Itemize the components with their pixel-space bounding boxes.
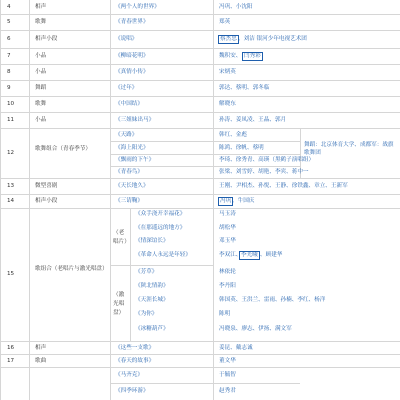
performers[interactable]: 陈明 bbox=[219, 311, 231, 317]
program-link[interactable]: 《中国结》 bbox=[115, 101, 143, 107]
table-row bbox=[0, 97, 400, 113]
table-row bbox=[0, 81, 400, 97]
performers[interactable]: 孙涛、姜凤凌、王晶、郭月 bbox=[219, 117, 287, 123]
table-row-group bbox=[0, 129, 400, 179]
row-number: 5 bbox=[7, 19, 11, 25]
program-type: 微型喜剧 bbox=[35, 183, 58, 189]
program-link[interactable]: 《青春世界》 bbox=[115, 19, 149, 25]
program-link[interactable]: 《真情小传》 bbox=[115, 69, 149, 75]
program-type: 小品 bbox=[35, 53, 47, 59]
program-type: 相声 bbox=[35, 345, 47, 351]
program-type: 相声 bbox=[35, 4, 47, 10]
program-link[interactable]: 《春天的故事》 bbox=[115, 358, 155, 364]
program-type: 相声小段 bbox=[35, 36, 58, 42]
dance-note[interactable]: 舞蹈：北京体育大学、成都军：战旗歌舞团 bbox=[304, 142, 394, 156]
program-link[interactable]: 《飘雨的下午》 bbox=[115, 157, 155, 163]
program-link[interactable]: 《三请鞠》 bbox=[115, 198, 143, 204]
sub-category: （激光唱盘） bbox=[113, 292, 125, 316]
performers[interactable]: 陈鸿、徐帆、蔡明 bbox=[219, 145, 264, 151]
program-type: 歌组合（老唱片与激光唱盘） bbox=[35, 266, 108, 272]
table-row bbox=[0, 113, 400, 129]
performers[interactable]: 韩国英、王洪兰、雷雨、孙楠、李红、杨洋 bbox=[219, 297, 326, 303]
row-number: 17 bbox=[7, 358, 15, 364]
program-link[interactable]: 《在那遥远的地方》 bbox=[135, 225, 186, 231]
program-link[interactable]: 《革命人永远是年轻》 bbox=[135, 252, 191, 258]
row-number: 10 bbox=[7, 101, 15, 107]
performers[interactable]: 李琦、徐秀青、高瑛（黑鹤子演唱组） bbox=[219, 157, 315, 163]
program-link[interactable]: 《天路》 bbox=[115, 132, 138, 138]
table-row bbox=[0, 49, 400, 65]
performers[interactable]: 郭达、蔡明、郭冬临 bbox=[219, 85, 270, 91]
table-row bbox=[0, 368, 400, 400]
table-row bbox=[0, 65, 400, 81]
performer-highlight[interactable]: 冯巩 bbox=[220, 198, 232, 204]
table-row bbox=[0, 355, 400, 368]
performers[interactable]: 冯巩、小沈阳 bbox=[219, 4, 253, 10]
program-link[interactable]: 《四季环游》 bbox=[115, 388, 149, 394]
program-link[interactable]: 《众手浇开幸福花》 bbox=[135, 211, 186, 217]
performer-highlight[interactable]: 李光曦 bbox=[241, 252, 258, 258]
table-row bbox=[0, 31, 400, 49]
program-link[interactable]: 《说唱》 bbox=[115, 36, 138, 42]
table-row bbox=[0, 0, 400, 15]
performers[interactable]: 于毓智 bbox=[219, 372, 236, 378]
performers[interactable]: 赵秀君 bbox=[219, 388, 236, 394]
row-number: 6 bbox=[7, 36, 11, 42]
row-number: 9 bbox=[7, 85, 11, 91]
sub-category: （老唱片） bbox=[113, 230, 130, 245]
table-row bbox=[0, 179, 400, 195]
performers[interactable]: 林依轮 bbox=[219, 269, 236, 275]
table-row-group bbox=[0, 209, 400, 342]
program-type: 舞蹈 bbox=[35, 85, 47, 91]
program-link[interactable]: 《青春鸟》 bbox=[115, 169, 143, 175]
program-link[interactable]: 《情深谊长》 bbox=[135, 238, 169, 244]
row-number: 15 bbox=[7, 271, 15, 277]
performers[interactable]: 解晓东 bbox=[219, 101, 236, 107]
performers[interactable]: 、顾建华 bbox=[260, 252, 283, 258]
program-type: 歌舞 bbox=[35, 19, 47, 25]
program-type: 相声小段 bbox=[35, 198, 58, 204]
program-link[interactable]: 《芳草》 bbox=[135, 269, 158, 275]
program-type: 小品 bbox=[35, 69, 47, 75]
performers[interactable]: 王刚、尹相杰、孙悦、王静、徐铁鑫、章立、王新军 bbox=[219, 183, 348, 189]
row-number: 4 bbox=[7, 4, 11, 10]
row-number: 13 bbox=[7, 183, 15, 189]
performers[interactable]: 李双江、 bbox=[219, 252, 242, 258]
program-link[interactable]: 《天涯长城》 bbox=[135, 297, 169, 303]
performers[interactable]: 姜昆、戴志诚 bbox=[219, 345, 253, 351]
program-link[interactable]: 《过年》 bbox=[115, 85, 138, 91]
performers[interactable]: 冯晓泉、廖志、伊扬、满文军 bbox=[219, 326, 292, 332]
program-link[interactable]: 《马齐克》 bbox=[115, 372, 143, 378]
performers[interactable]: 、牛国庆 bbox=[232, 198, 255, 204]
table-row bbox=[0, 195, 400, 209]
table-row bbox=[0, 15, 400, 31]
program-link[interactable]: 《冰糖葫芦》 bbox=[135, 326, 169, 332]
performers[interactable]: 胡松华 bbox=[219, 225, 236, 231]
performers[interactable]: 宋炳英 bbox=[219, 69, 236, 75]
program-link[interactable]: 《海上阳光》 bbox=[115, 145, 149, 151]
row-number: 11 bbox=[7, 117, 15, 123]
program-type: 歌舞组合（青春季节） bbox=[35, 146, 91, 152]
performers[interactable]: 张梁、刘雪婷、胡艳、李宾、蒋中一 bbox=[219, 169, 309, 175]
performers[interactable]: 韩红、金彪 bbox=[219, 132, 247, 138]
program-link[interactable]: 《天长地久》 bbox=[115, 183, 149, 189]
row-number: 8 bbox=[7, 69, 11, 75]
performers[interactable]: 邓玉华 bbox=[219, 238, 236, 244]
program-type: 歌舞 bbox=[35, 101, 47, 107]
table-row bbox=[0, 342, 400, 355]
program-link[interactable]: 《这些一支歌》 bbox=[115, 345, 155, 351]
performers[interactable]: 郑英 bbox=[219, 19, 231, 25]
program-link[interactable]: 《为你》 bbox=[135, 311, 158, 317]
performers[interactable]: 董文华 bbox=[219, 358, 236, 364]
row-number: 16 bbox=[7, 345, 15, 351]
row-number: 7 bbox=[7, 53, 11, 59]
row-number: 12 bbox=[7, 150, 15, 156]
program-link[interactable]: 《两个人的世界》 bbox=[115, 4, 160, 10]
performers[interactable]: 魏积安、 bbox=[219, 53, 242, 59]
program-type: 歌曲 bbox=[35, 358, 47, 364]
performers[interactable]: 李丹阳 bbox=[219, 283, 236, 289]
program-link[interactable]: 《三姐妹出马》 bbox=[115, 117, 155, 123]
performers[interactable]: 马玉涛 bbox=[219, 211, 236, 217]
performer-highlight[interactable]: 蔡杰忠 bbox=[220, 36, 237, 42]
program-type: 小品 bbox=[35, 117, 47, 123]
program-link[interactable]: 《柳暗花明》 bbox=[115, 53, 149, 59]
program-link[interactable]: 《陕北情韵》 bbox=[135, 283, 169, 289]
performer-highlight[interactable]: 闫秀彩 bbox=[244, 53, 261, 59]
performers[interactable]: 、刘洁 银河少年电视艺术团 bbox=[238, 36, 307, 42]
row-number: 14 bbox=[7, 198, 15, 204]
